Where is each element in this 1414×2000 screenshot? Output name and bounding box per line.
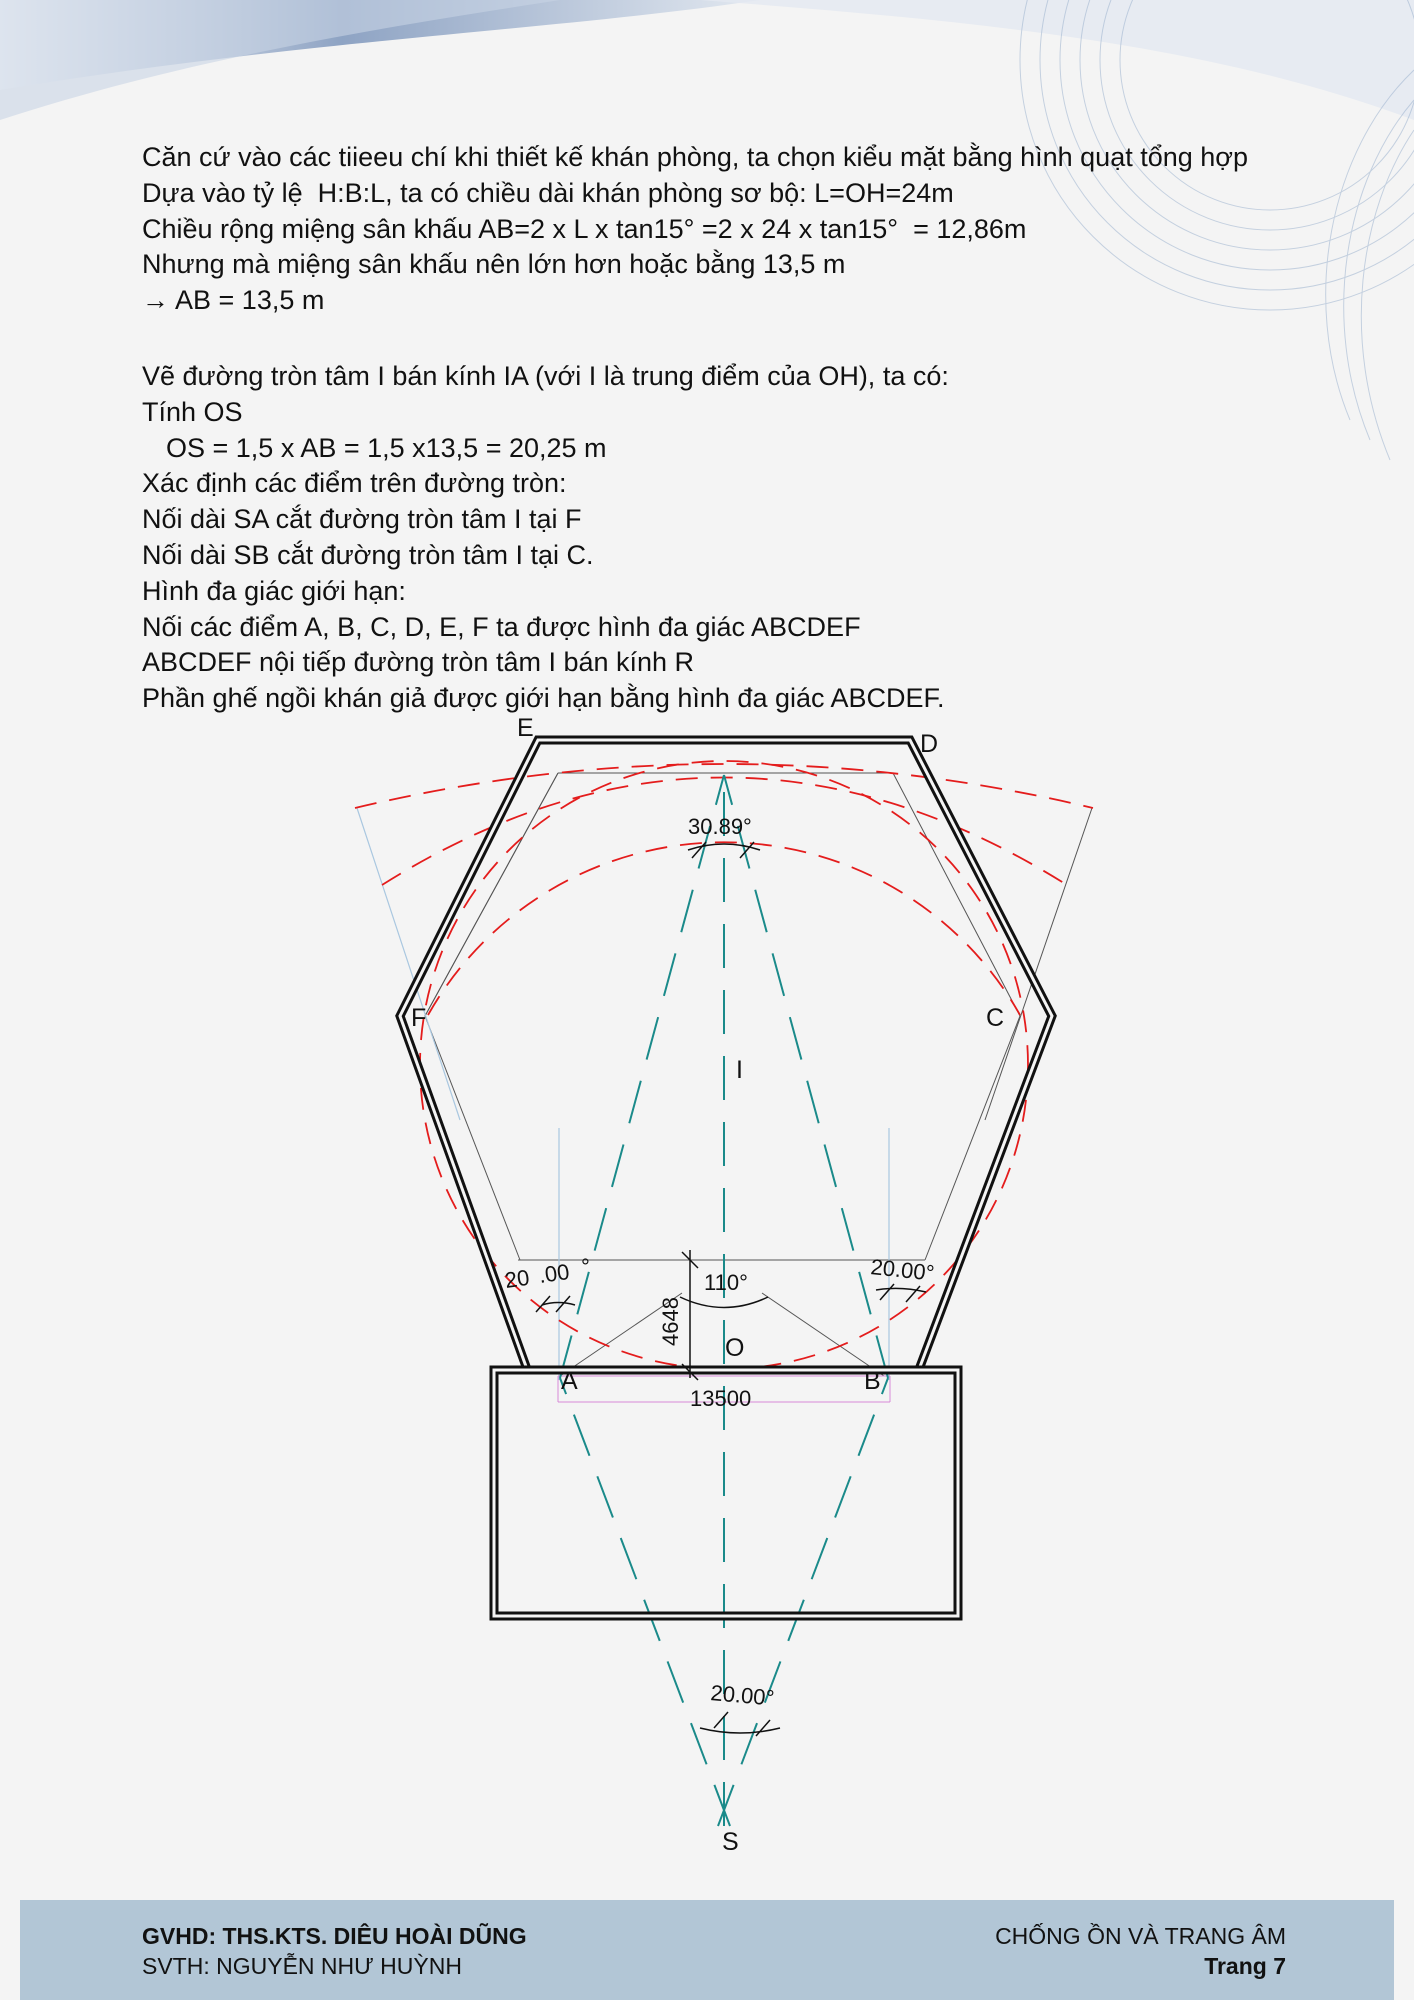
width-dim-label: 13500 <box>690 1386 752 1411</box>
body-line: Nối dài SA cắt đường tròn tâm I tại F <box>142 504 582 535</box>
auditorium-outline <box>400 740 1052 1616</box>
point-label-e: E <box>517 714 534 742</box>
body-line: Nối các điểm A, B, C, D, E, F ta được hình đa giác ABCDEF <box>142 611 861 642</box>
point-label-i: I <box>736 1056 743 1084</box>
body-line: Hình đa giác giới hạn: <box>142 575 406 606</box>
body-text <box>142 140 1342 717</box>
body-line: Tính OS <box>142 396 243 427</box>
body-line: Chiều rộng miệng sân khấu AB=2 x L x tan15° =2 x 24 x tan15° = 12,86m <box>142 213 1027 244</box>
auditorium-plan-drawing <box>0 700 1414 1870</box>
body-line: Căn cứ vào các tiieeu chí khi thiết kế khán phòng, ta chọn kiểu mặt bằng hình quạt tổng hợp <box>142 142 1248 172</box>
footer-advisor: GVHD: THS.KTS. DIÊU HOÀI DŨNG <box>142 1923 527 1949</box>
footer-student: SVTH: NGUYỄN NHƯ HUỲNH <box>142 1953 462 1979</box>
body-line: Dựa vào tỷ lệ H:B:L, ta có chiều dài khán phòng sơ bộ: L=OH=24m <box>142 177 954 208</box>
point-label-f: F <box>411 1004 427 1032</box>
left-angle-label-c: ° <box>581 1254 590 1279</box>
point-label-d: D <box>920 730 939 758</box>
body-line: Nhưng mà miệng sân khấu nên lớn hơn hoặc bằng 13,5 m <box>142 249 846 280</box>
body-line: Phần ghế ngồi khán giả được giới hạn bằng hình đa giác ABCDEF. <box>142 683 945 714</box>
body-line: Xác định các điểm trên đường tròn: <box>142 468 567 499</box>
top-angle-label: 30.89° <box>688 814 752 839</box>
left-angle-label-b: .00 <box>537 1258 571 1288</box>
body-line: Vẽ đường tròn tâm I bán kính IA (với I là trung điểm của OH), ta có: <box>142 360 949 391</box>
body-line: OS = 1,5 x AB = 1,5 x13,5 = 20,25 m <box>166 432 607 463</box>
point-label-o: O <box>725 1334 745 1362</box>
thin-blue-lines <box>357 808 889 1380</box>
page-footer <box>20 1900 1394 2000</box>
point-label-c: C <box>986 1004 1005 1032</box>
left-angle-label-a: 20 <box>503 1264 531 1293</box>
vertical-dim-label: 4648 <box>658 1297 683 1346</box>
body-line: ABCDEF nội tiếp đường tròn tâm I bán kính R <box>142 647 695 678</box>
body-line: → AB = 13,5 m <box>142 285 325 316</box>
footer-subject: CHỐNG ỒN VÀ TRANG ÂM <box>995 1923 1286 1949</box>
bottom-angle-label: 20.00° <box>709 1680 776 1711</box>
page-number: Trang 7 <box>1204 1953 1286 1979</box>
point-label-s: S <box>722 1828 739 1856</box>
center-angle-label: 110° <box>704 1270 748 1295</box>
point-label-a: A <box>561 1367 578 1395</box>
body-line: Nối dài SB cắt đường tròn tâm I tại C. <box>142 539 594 570</box>
point-label-b: B <box>864 1367 881 1395</box>
right-angle-label: 20.00° <box>869 1254 936 1286</box>
teal-sight-lines <box>560 775 888 1826</box>
